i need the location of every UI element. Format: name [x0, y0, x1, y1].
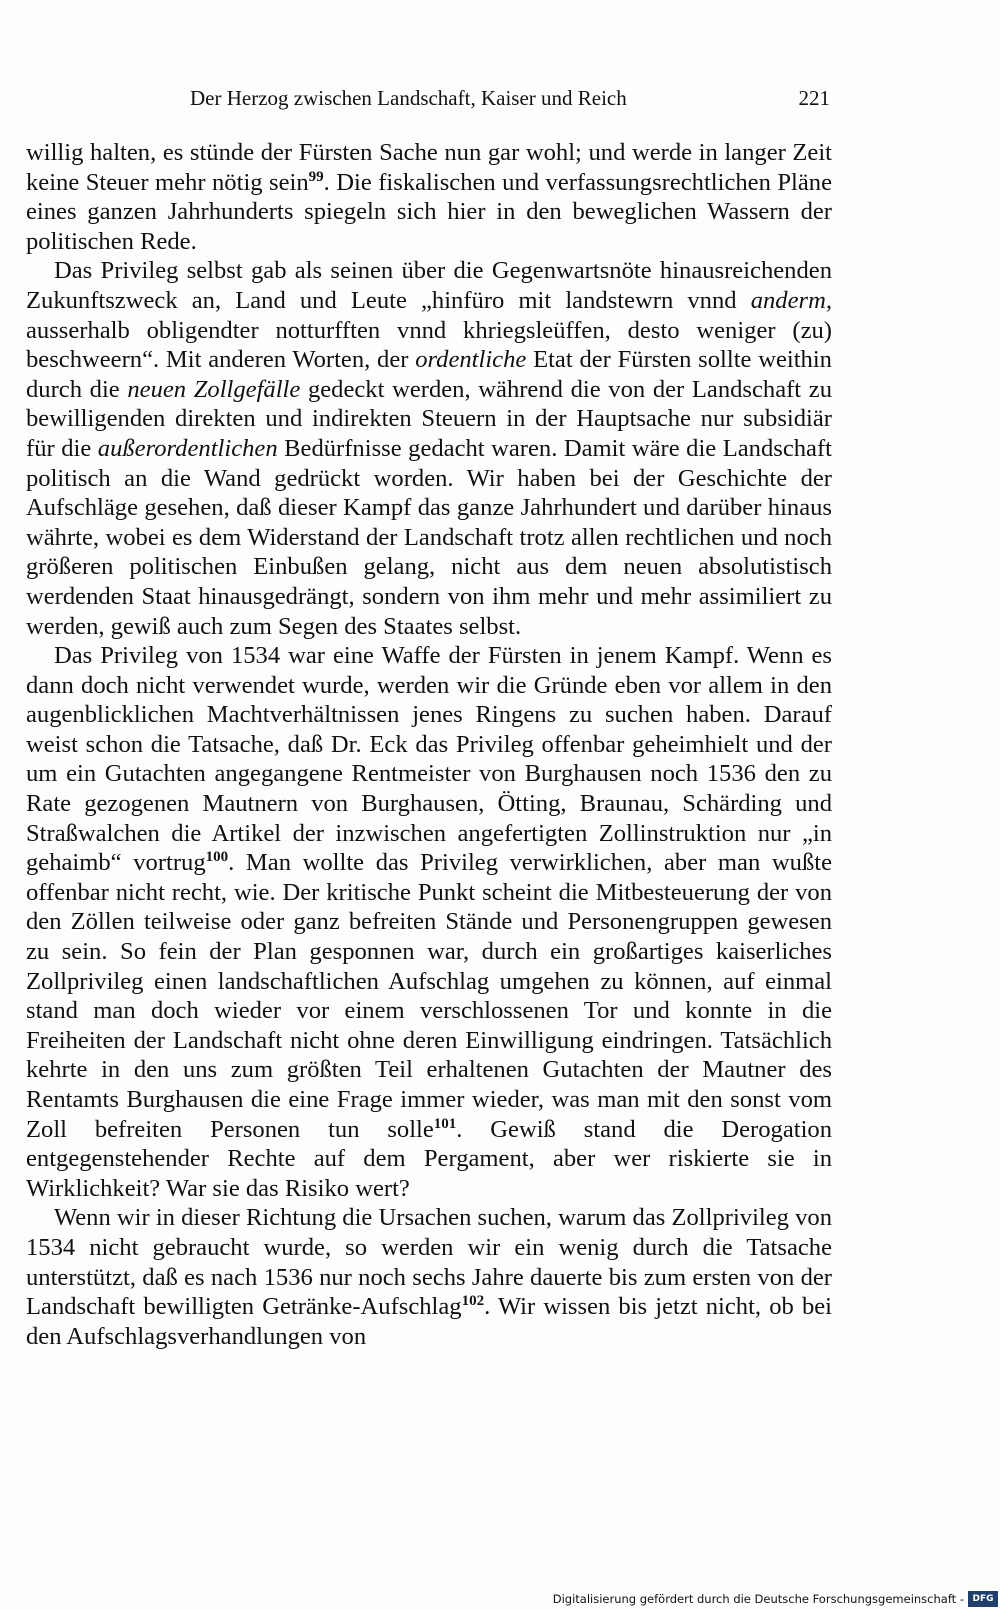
- running-title: Der Herzog zwischen Landschaft, Kaiser und Reich: [190, 86, 627, 110]
- page-header: [190, 86, 830, 120]
- credit-text: Digitalisierung gefördert durch die Deutsche Forschungsgemeinschaft -: [552, 1592, 964, 1606]
- text-run: Das Privileg selbst gab als seinen über die Gegenwartsnöte hinausreichenden Zukunftszweck an, Land und Leute „hinfüro mit landstewrn vnnd: [26, 257, 832, 314]
- text-run: gedeckt werden, während die von der Landschaft zu bewilligenden direkten und indirekten Steuern in der Hauptsache nur subsidiär für die: [26, 375, 833, 462]
- text-run: Das Privileg von 1534 war eine Waffe der Fürsten in jenem Kampf. Wenn es dann doch nicht verwendet wurde, werden wir die Gründe eben vor allem in den augenblicklichen Machtverhältnissen jenes Ringens zu suchen haben. Darauf weist schon die Tatsache, daß Dr. Eck das Privileg offenbar geheimhielt und der um ein Gutachten angegangene Rentmeister von Burghausen noch 1536 den zu Rate gezogenen Mautnern von Burghausen, Ötting, Braunau, Schärding und Straßwalchen die Artikel der inzwischen angefertigten Zollinstruktion nur „in gehaimb“ vortrug: [26, 642, 832, 877]
- footnote-ref-100: 100: [205, 849, 229, 866]
- paragraph-4: [26, 1203, 832, 1351]
- paragraph-2: [26, 256, 832, 641]
- dfg-logo-icon: DFG: [968, 1591, 998, 1607]
- body-text: [26, 138, 832, 1351]
- text-run: willig halten, es stünde der Fürsten Sache nun gar wohl; und werde in langer Zeit keine Steuer mehr nötig sein: [26, 139, 832, 196]
- text-run: . Gewiß stand die Derogation entgegenstehender Rechte auf dem Pergament, aber wer riskierte sie in Wirklichkeit? War sie das Risiko wert?: [26, 1115, 832, 1202]
- italic-run: anderm,: [750, 286, 832, 314]
- paragraph-1: [26, 138, 832, 256]
- italic-run: neuen Zollgefälle: [127, 375, 301, 403]
- text-run: Etat der Fürsten sollte weithin durch die: [26, 346, 832, 403]
- footnote-ref-99: 99: [308, 168, 324, 185]
- text-run: . Die fiskalischen und verfassungsrechtlichen Pläne eines ganzen Jahrhunderts spiegeln sich hier in den beweglichen Wassern der politischen Rede.: [26, 168, 832, 255]
- footnote-ref-101: 101: [433, 1115, 457, 1132]
- text-run: Wenn wir in dieser Richtung die Ursachen suchen, warum das Zollprivileg von 1534 nicht gebraucht wurde, so werden wir ein wenig durch die Tatsache unterstützt, daß es nach 1536 nur noch sechs Jahre dauerte bis zum ersten von der Landschaft bewilligten Getränke-Aufschlag: [26, 1204, 832, 1321]
- digitization-credit: [553, 1588, 1000, 1610]
- italic-run: außerordentlichen: [97, 434, 278, 462]
- text-run: ausserhalb obligendter notturfften vnnd khriegsleüffen, desto weniger (zu) beschweern“. Mit anderen Worten, der: [26, 316, 832, 374]
- italic-run: ordentliche: [415, 346, 527, 374]
- page-number: 221: [798, 86, 830, 110]
- footnote-ref-102: 102: [461, 1292, 485, 1309]
- text-run: . Wir wissen bis jetzt nicht, ob bei den Aufschlagsverhandlungen von: [26, 1293, 833, 1350]
- paragraph-3: [26, 641, 832, 1203]
- text-run: . Man wollte das Privileg verwirklichen, aber man wußte offenbar nicht recht, wie. Der kritische Punkt scheint die Mitbesteuerung der von den Zöllen teilweise oder ganz befreiten Stände und Personengruppen gewesen zu sein. So fein der Plan gesponnen war, durch ein großartiges kaiserliches Zollprivileg einen landschaftlichen Aufschlag umgehen zu können, auf einmal stand man doch wieder vor einem verschlossenen Tor und konnte in die Freiheiten der Landschaft nicht ohne deren Einwilligung eindringen. Tatsächlich kehrte in den uns zum größten Teil erhaltenen Gutachten der Mautner des Rentamts Burghausen die eine Frage immer wieder, was man mit den sonst vom Zoll befreiten Personen tun solle: [26, 849, 832, 1143]
- text-run: Bedürfnisse gedacht waren. Damit wäre die Landschaft politisch an die Wand gedrückt worden. Wir haben bei der Geschichte der Aufschläge gesehen, daß dieser Kampf das ganze Jahrhundert und darüber hinaus währte, wobei es dem Widerstand der Landschaft trotz allen rechtlichen und noch größeren politischen Einbußen gelang, nicht aus dem neuen absolutistisch werdenden Staat hinausgedrängt, sondern von ihm mehr und mehr assimiliert zu werden, gewiß auch zum Segen des Staates selbst.: [26, 434, 832, 640]
